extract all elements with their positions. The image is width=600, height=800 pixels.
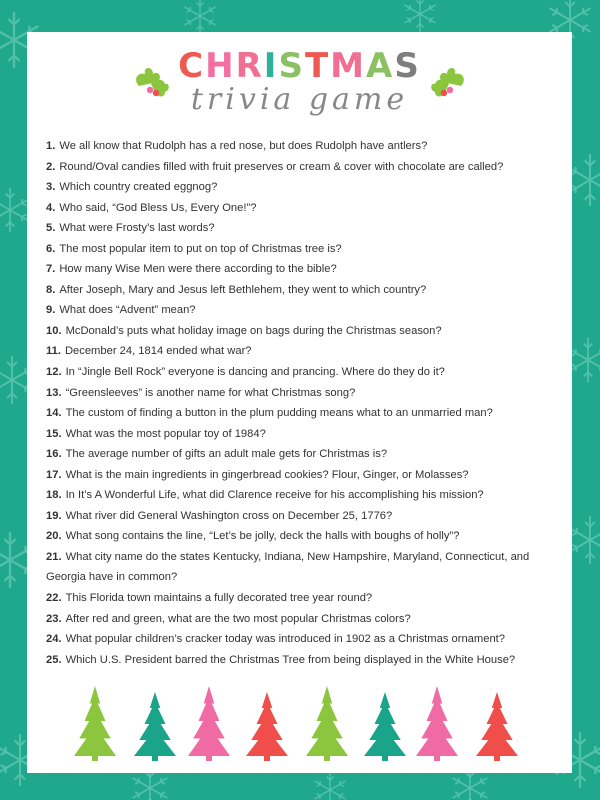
question-number: 12. xyxy=(46,366,62,379)
question-item xyxy=(46,136,571,157)
question-item xyxy=(46,547,571,588)
question-text: The average number of gifts an adult male gets for Christmas is? xyxy=(65,448,388,461)
question-item xyxy=(46,362,571,383)
question-item xyxy=(46,526,571,547)
question-text: We all know that Rudolph has a red nose, but does Rudolph have antlers? xyxy=(59,140,428,152)
page-title xyxy=(27,46,572,86)
christmas-tree-icon xyxy=(188,686,230,761)
question-number: 10. xyxy=(46,324,62,337)
question-text: Who said, “God Bless Us, Every One!”? xyxy=(59,201,257,214)
tree-row xyxy=(27,672,572,762)
question-item xyxy=(46,465,571,486)
trivia-card xyxy=(27,32,572,773)
question-number: 1. xyxy=(46,140,56,152)
question-number: 5. xyxy=(46,222,56,235)
question-number: 23. xyxy=(46,612,62,625)
header xyxy=(27,32,572,142)
question-number: 8. xyxy=(46,283,56,296)
question-item xyxy=(46,609,571,630)
christmas-tree-icon xyxy=(306,686,348,761)
question-number: 4. xyxy=(46,201,56,214)
question-text: What was the most popular toy of 1984? xyxy=(65,427,266,440)
question-text: What river did General Washington cross on December 25, 1776? xyxy=(65,509,393,522)
question-number: 3. xyxy=(46,181,56,194)
question-number: 15. xyxy=(46,427,62,440)
question-number: 11. xyxy=(46,345,61,358)
question-number: 22. xyxy=(46,592,62,605)
title-letter: S xyxy=(278,46,305,86)
page-subtitle: trivia game xyxy=(190,82,409,117)
title-letter: H xyxy=(205,46,236,86)
question-item xyxy=(46,198,571,219)
snowflake-icon xyxy=(568,154,600,206)
question-number: 16. xyxy=(46,448,62,461)
question-text: After Joseph, Mary and Jesus left Bethlehem, they went to which country? xyxy=(59,283,427,296)
question-item xyxy=(46,506,571,527)
question-text: The custom of finding a button in the plum pudding means what to an unmarried man? xyxy=(65,407,493,420)
question-text: What popular children’s cracker today was introduced in 1902 as a Christmas ornament? xyxy=(65,633,505,646)
question-number: 21. xyxy=(46,550,62,563)
question-text: The most popular item to put on top of Christmas tree is? xyxy=(59,242,342,255)
christmas-tree-icon xyxy=(476,692,518,761)
snowflake-icon xyxy=(0,188,29,232)
question-item xyxy=(46,629,571,650)
snowflake-icon xyxy=(404,0,435,32)
question-item xyxy=(46,650,571,671)
question-text: What were Frosty’s last words? xyxy=(59,222,215,235)
title-letter: M xyxy=(330,46,366,86)
question-text: December 24, 1814 ended what war? xyxy=(64,345,252,358)
title-letter: R xyxy=(235,46,264,86)
question-item xyxy=(46,218,571,239)
question-number: 9. xyxy=(46,304,56,317)
question-item xyxy=(46,341,571,362)
title-letter: T xyxy=(304,46,331,86)
question-number: 2. xyxy=(46,160,56,173)
question-item xyxy=(46,239,571,260)
question-item xyxy=(46,424,571,445)
christmas-tree-icon xyxy=(416,686,458,761)
christmas-tree-icon xyxy=(364,692,406,761)
question-text: Which U.S. President barred the Christmas Tree from being displayed in the White House? xyxy=(65,653,516,666)
question-text: In “Jingle Bell Rock” everyone is dancing and prancing. Where do they do it? xyxy=(65,366,445,379)
question-number: 6. xyxy=(46,242,56,255)
question-item xyxy=(46,321,571,342)
question-item xyxy=(46,444,571,465)
question-text: In It’s A Wonderful Life, what did Clarence receive for his accomplishing his mission? xyxy=(65,489,484,502)
christmas-tree-icon xyxy=(134,692,176,761)
snowflake-icon xyxy=(184,0,215,34)
snowflake-icon xyxy=(314,772,345,800)
question-item xyxy=(46,300,571,321)
question-item xyxy=(46,280,571,301)
question-text: This Florida town maintains a fully decorated tree year round? xyxy=(65,592,373,605)
snowflake-icon xyxy=(569,338,600,382)
question-number: 13. xyxy=(46,386,62,399)
question-text: “Greensleeves” is another name for what Christmas song? xyxy=(65,386,356,399)
question-text: What does “Advent” mean? xyxy=(59,304,196,317)
question-list xyxy=(46,136,571,670)
question-text: Round/Oval candies filled with fruit preserves or cream & cover with chocolate are called? xyxy=(59,160,504,173)
question-number: 18. xyxy=(46,489,62,502)
title-letter: C xyxy=(178,46,206,86)
question-item xyxy=(46,383,571,404)
question-number: 25. xyxy=(46,653,62,666)
christmas-tree-icon xyxy=(74,686,116,761)
question-number: 19. xyxy=(46,509,62,522)
question-text: After red and green, what are the two most popular Christmas colors? xyxy=(65,612,411,625)
question-item xyxy=(46,485,571,506)
title-letter: S xyxy=(394,46,421,86)
christmas-tree-icon xyxy=(246,692,288,761)
snowflake-icon xyxy=(569,516,600,564)
question-item xyxy=(46,259,571,280)
question-text: How many Wise Men were there according to the bible? xyxy=(59,263,337,276)
question-text: What song contains the line, “Let’s be jolly, deck the halls with boughs of holly”? xyxy=(65,530,460,543)
question-number: 20. xyxy=(46,530,62,543)
question-text: What is the main ingredients in gingerbread cookies? Flour, Ginger, or Molasses? xyxy=(65,468,469,481)
question-text: McDonald’s puts what holiday image on bags during the Christmas season? xyxy=(65,324,442,337)
question-number: 14. xyxy=(46,407,62,420)
question-item xyxy=(46,177,571,198)
question-item xyxy=(46,403,571,424)
question-item xyxy=(46,588,571,609)
question-number: 24. xyxy=(46,633,62,646)
question-text: Which country created eggnog? xyxy=(59,181,218,194)
question-number: 17. xyxy=(46,468,62,481)
question-item xyxy=(46,157,571,178)
question-number: 7. xyxy=(46,263,56,276)
title-letter: A xyxy=(365,46,395,86)
question-text: What city name do the states Kentucky, Indiana, New Hampshire, Maryland, Connecticut, and Georgia have in common? xyxy=(46,550,530,584)
title-letter: I xyxy=(263,46,279,86)
